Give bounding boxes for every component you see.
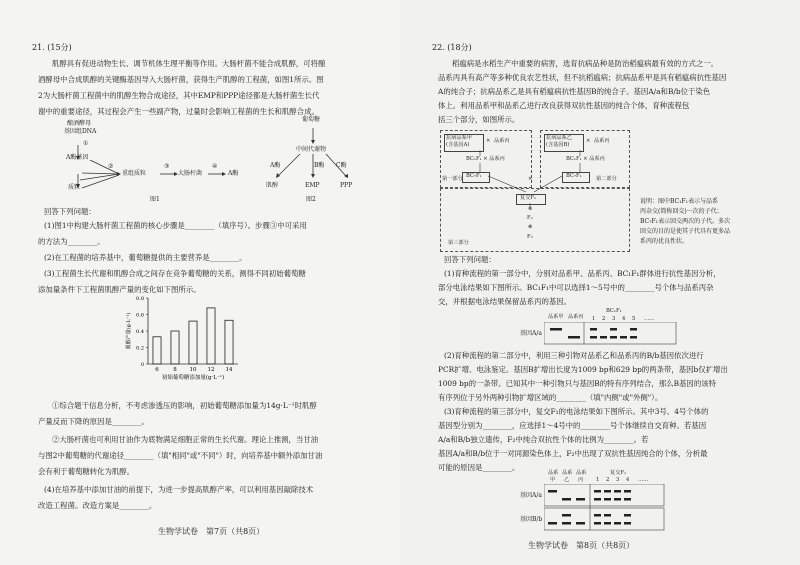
fig2-b-enzyme: B酶 — [314, 162, 325, 169]
q21-intro-line-4: 谢中的重要途径，其过程会产生一些副产物，过量时会影响工程菌的生长和肌醇合成。 — [38, 107, 319, 116]
fig1-ecoli: 大肠杆菌 — [178, 170, 203, 177]
q21-q3-line-2: 添加量条件下工程菌肌醇产量的变化如下图所示。 — [38, 285, 201, 294]
f3-label: F₃ — [527, 234, 533, 240]
gel2-head-sub-3: 丙 — [578, 477, 584, 483]
gel1-bands — [544, 322, 684, 346]
q22-q2-line-3: 1009 bp的一条带。已知其中一种引物只与基因B的特有序列结合，那么B基因的该特 — [438, 379, 716, 388]
gel2-head-2: 品系 — [562, 470, 573, 476]
fig2-inositol: 肌醇 — [266, 182, 279, 189]
gel2-lane-1: 1 — [596, 477, 600, 483]
gel2-head-3: 品系 — [576, 470, 587, 476]
q22-intro-line-1: 稻瘟病是水稻生产中重要的病害，选育抗病品种是防治稻瘟病最有效的方式之一。 — [452, 59, 719, 68]
line-b-label: 抗病品系乙 — [546, 135, 572, 141]
gel2-head-sub-1: 甲 — [550, 477, 556, 483]
q21-q3-line-1: (3)工程菌生长代谢和肌醇合成之间存在竞争葡萄糖的关系，测得不同初始葡萄糖 — [44, 269, 306, 278]
chart-bar-14 — [225, 320, 233, 364]
gel2-head-sub-2: 乙 — [564, 477, 570, 483]
bc1-label-1: BC₁F₁ × 品系丙 — [466, 156, 505, 162]
chart-x-label: 初始葡萄糖添加量(g·L⁻¹) — [161, 375, 225, 381]
q21-q3-sub2-line-1: ②大肠杆菌也可利用甘油作为底物满足细胞正常的生长代谢。理论上推测，当甘油 — [52, 435, 319, 444]
chart-y-tick-label: 0.4 — [136, 329, 144, 335]
q22-q1-line-2: 部分电泳结果如下图所示。BC₁F₁中可以选择1～5号中的________号个体与品系丙杂 — [438, 283, 714, 292]
q21-q3-sub2-line-3: 会有利于葡萄糖转化为肌醇。 — [38, 467, 135, 476]
q22-title: 22. (18分) — [432, 43, 472, 52]
bc7-label-2: BC₇F₁ — [566, 173, 582, 179]
f2-label: F₂ — [527, 215, 533, 221]
q21-q2: (2)在工程菌的培养基中，葡萄糖提供的主要营养是________。 — [44, 253, 247, 262]
gel2-lane-2: 2 — [606, 477, 610, 483]
cross-sign-2: × — [586, 138, 591, 144]
line-b-gene: (含基因B) — [546, 142, 570, 148]
gel1-head-line-a: 品系甲 — [548, 314, 564, 320]
fig1-step4: ④ — [212, 163, 218, 170]
gel1-lane-3: 3 — [612, 316, 616, 322]
fig2-c-enzyme: C酶 — [336, 162, 347, 169]
q21-intro-line-2: 酒酵母中合成肌醇的关键酶基因导入大肠杆菌，获得生产肌醇的工程菌，如图1所示。图 — [38, 75, 324, 84]
flow-note-line-2: 丙杂交(简称回交)一次的子代； — [640, 208, 723, 215]
left-footer: 生物学试卷 第7页（共8页） — [158, 527, 265, 536]
gel2-lane-more: …… — [638, 477, 649, 483]
fig2-a-enzyme: A酶 — [270, 162, 281, 169]
gel2-lane-4: 4 — [626, 477, 630, 483]
gel2-fu-head: 复交F₁ — [610, 470, 627, 476]
fig1-step1: ① — [83, 140, 89, 147]
fig1-plasmid: 质粒 — [68, 184, 81, 191]
gel2-head-1: 品系 — [548, 470, 559, 476]
gel2-row-b-label: 基因B/b — [520, 516, 543, 523]
cross-sign-1: × — [486, 138, 491, 144]
q22-q3-line-2: 基因型分别为________，应选择1～4号中的________号个体继续自交育种。若基因 — [438, 421, 707, 430]
flow-note-line-3: BC₇F₁表示回交两次的子代。多次 — [640, 218, 731, 225]
line-a-gene: (含基因A) — [446, 142, 470, 148]
chart-x-tick-label: 14 — [225, 367, 233, 373]
fig2-emp: EMP — [305, 182, 320, 189]
inositol-bar-chart — [0, 288, 400, 398]
fig1-caption: 图1 — [150, 196, 160, 203]
gel2-bands — [544, 484, 674, 532]
gel1-lane-4: 4 — [622, 316, 626, 322]
bc1-label-2: BC₁F₁ × 品系丙 — [566, 156, 605, 162]
fig2-intermediate: 中间代谢物 — [296, 146, 327, 153]
q22-q3-line-4: 基因A/a和B/b位于一对同源染色体上，F₂中出现了双抗性基因纯合的个体，分析最 — [438, 449, 708, 458]
gel1-bc-head: BC₁F₁ — [606, 308, 622, 314]
gel1-lane-more: …… — [644, 316, 655, 322]
q22-q2-line-2: PCR扩增、电泳鉴定。基因B扩增出长度为1009 bp和629 bp的两条带，基因b仅扩增出 — [438, 365, 728, 374]
q21-q1-line-1: (1)图1中构建大肠杆菌工程菌的核心步骤是________（填序号）。步骤③中可采用 — [44, 221, 307, 230]
fig1-a-gene: A酶基因 — [66, 154, 89, 161]
gel1-lane-5: 5 — [632, 316, 636, 322]
part-2-label: 第二部分 — [596, 176, 617, 182]
q22-q3-line-5: 可能的原因是________。 — [438, 463, 520, 472]
q21-q3-sub2-line-2: 与图2中葡萄糖的代谢途径________（填"相同"或"不同"）时，向培养基中额外添加甘油 — [38, 451, 323, 460]
line-a-label: 抗病品系甲 — [446, 135, 472, 141]
q22-intro-line-3: A的纯合子；抗病品系乙是具有稻瘟病抗性基因B的纯合子。基因A/a和B/b位于染色 — [438, 87, 711, 96]
q21-intro-line-1: 肌醇具有促进动物生长、调节机体生理平衡等作用。大肠杆菌不能合成肌醇，可将酿 — [52, 59, 326, 68]
q22-intro-line-2: 品系丙具有高产等多种优良农艺性状，但不抗稻瘟病；抗病品系甲是具有稻瘟病抗性基因 — [438, 73, 727, 82]
flow-arrows — [400, 128, 800, 258]
fig1-recombinant-plasmid: 重组质粒 — [122, 170, 147, 177]
fig1-step2: ② — [108, 163, 114, 170]
chart-bar-6 — [153, 337, 161, 364]
q22-answer-intro: 回答下列问题： — [444, 255, 496, 264]
fig2-glucose: 葡萄糖 — [302, 116, 321, 123]
q21-q4-line-2: 改造工程菌。改造方案是________。 — [38, 501, 157, 510]
gel1-head-line-c: 品系丙 — [568, 314, 584, 320]
chart-x-tick-label: 12 — [207, 367, 215, 373]
gel2-lane-3: 3 — [616, 477, 620, 483]
chart-x-tick-label: 8 — [173, 367, 177, 373]
chart-y-tick-label: 0.8 — [136, 296, 144, 302]
right-page — [400, 0, 800, 565]
gel1-lane-1: 1 — [592, 316, 596, 322]
bc7-label-1: BC₇F₁ — [466, 173, 482, 179]
line-c-label-1: 品系丙 — [494, 138, 510, 144]
fig1-a-enzyme: A酶 — [228, 170, 239, 177]
gel1-lane-2: 2 — [602, 316, 606, 322]
fig1-step3: ③ — [164, 163, 170, 170]
q22-intro-line-5: 括三个部分，如图所示。 — [438, 115, 520, 124]
q21-q1-line-2: 的方法为________。 — [38, 237, 105, 246]
q22-q3-line-3: A/a和B/b独立遗传，F₂中纯合双抗性个体的比例为________。若 — [438, 435, 649, 444]
chart-bar-8 — [171, 331, 179, 364]
q22-q1-line-3: 交，并根据电泳结果保留品系丙的基因。 — [438, 297, 572, 306]
q21-q4-line-1: (4)在培养基中添加甘油的前提下，为进一步提高肌醇产率，可以利用基因敲除技术 — [44, 485, 314, 494]
flow-note-line-5: 系丙的优良性状。 — [640, 238, 689, 245]
chart-bar-10 — [189, 321, 197, 364]
q22-q3-line-1: (3)育种流程的第三部分中，复交F₁的电泳结果如下图所示。其中3号、4号个体的 — [444, 407, 709, 416]
chart-bar-12 — [207, 308, 215, 364]
right-footer: 生物学试卷 第8页（共8页） — [528, 541, 635, 550]
q22-q2-line-1: (2)育种流程的第二部分中，利用三种引物对品系乙和品系丙的B/b基因依次进行 — [444, 351, 704, 360]
q22-q2-line-4: 有序列位于另外两种引物扩增区域的________（填"内侧"或"外侧"）。 — [438, 393, 663, 402]
chart-y-tick-label: 0.2 — [136, 345, 144, 352]
part-3-label: 第三部分 — [448, 240, 469, 246]
fig2-caption: 图2 — [306, 196, 316, 203]
selfing-symbol-1: ⊗ — [528, 206, 533, 212]
q21-q3-sub1-line-1: ①综合题干信息分析，不考虑渗透压的影响，初始葡萄糖添加量为14g·L⁻¹时肌醇 — [52, 401, 317, 410]
part-1-label: 第一部分 — [442, 176, 463, 182]
chart-y-tick-label: 0.6 — [136, 312, 144, 319]
q21-answer-intro: 回答下列问题： — [44, 207, 96, 216]
double-cross-sign: × — [528, 176, 533, 182]
fig2-ppp: PPP — [340, 182, 353, 189]
q21-intro-line-3: 2为大肠杆菌工程菌中的肌醇生物合成途径，其中EMP和PPP途径都是大肠杆菌生长代 — [38, 91, 320, 100]
fig1-genome-label: 基因组DNA — [64, 128, 97, 135]
line-c-label-2: 品系丙 — [594, 138, 610, 144]
fig1-yeast-label: 酿酒酵母 — [67, 120, 92, 127]
q21-q3-sub1-line-2: 产量反而下降的原因是________。 — [38, 417, 149, 426]
double-cross-f1: 复交F₁ — [520, 195, 537, 201]
selfing-symbol-2: ⊗ — [528, 224, 533, 230]
chart-y-label: 肌醇产量(g·L⁻¹) — [126, 312, 132, 350]
chart-x-tick-label: 10 — [189, 367, 197, 373]
flow-note-line-4: 回交的目的是使其子代具有更多品 — [640, 228, 731, 235]
q22-q1-line-1: (1)育种流程的第一部分中，分别对品系甲、品系丙、BC₁F₁群体进行抗性基因分析， — [444, 269, 721, 278]
q21-title: 21. (15分) — [32, 43, 72, 52]
flow-note-line-1: 说明：图中BC₁F₁表示与品系 — [640, 198, 719, 205]
chart-x-tick-label: 6 — [155, 367, 159, 373]
gel2-row-a-label: 基因A/a — [520, 492, 542, 499]
chart-y-tick-label: 0 — [140, 362, 144, 368]
q22-intro-line-4: 体上。利用品系甲和品系乙进行改良获得双抗性基因的纯合个体，育种流程包 — [438, 101, 690, 110]
gel1-row-label: 基因A/a — [520, 330, 542, 337]
